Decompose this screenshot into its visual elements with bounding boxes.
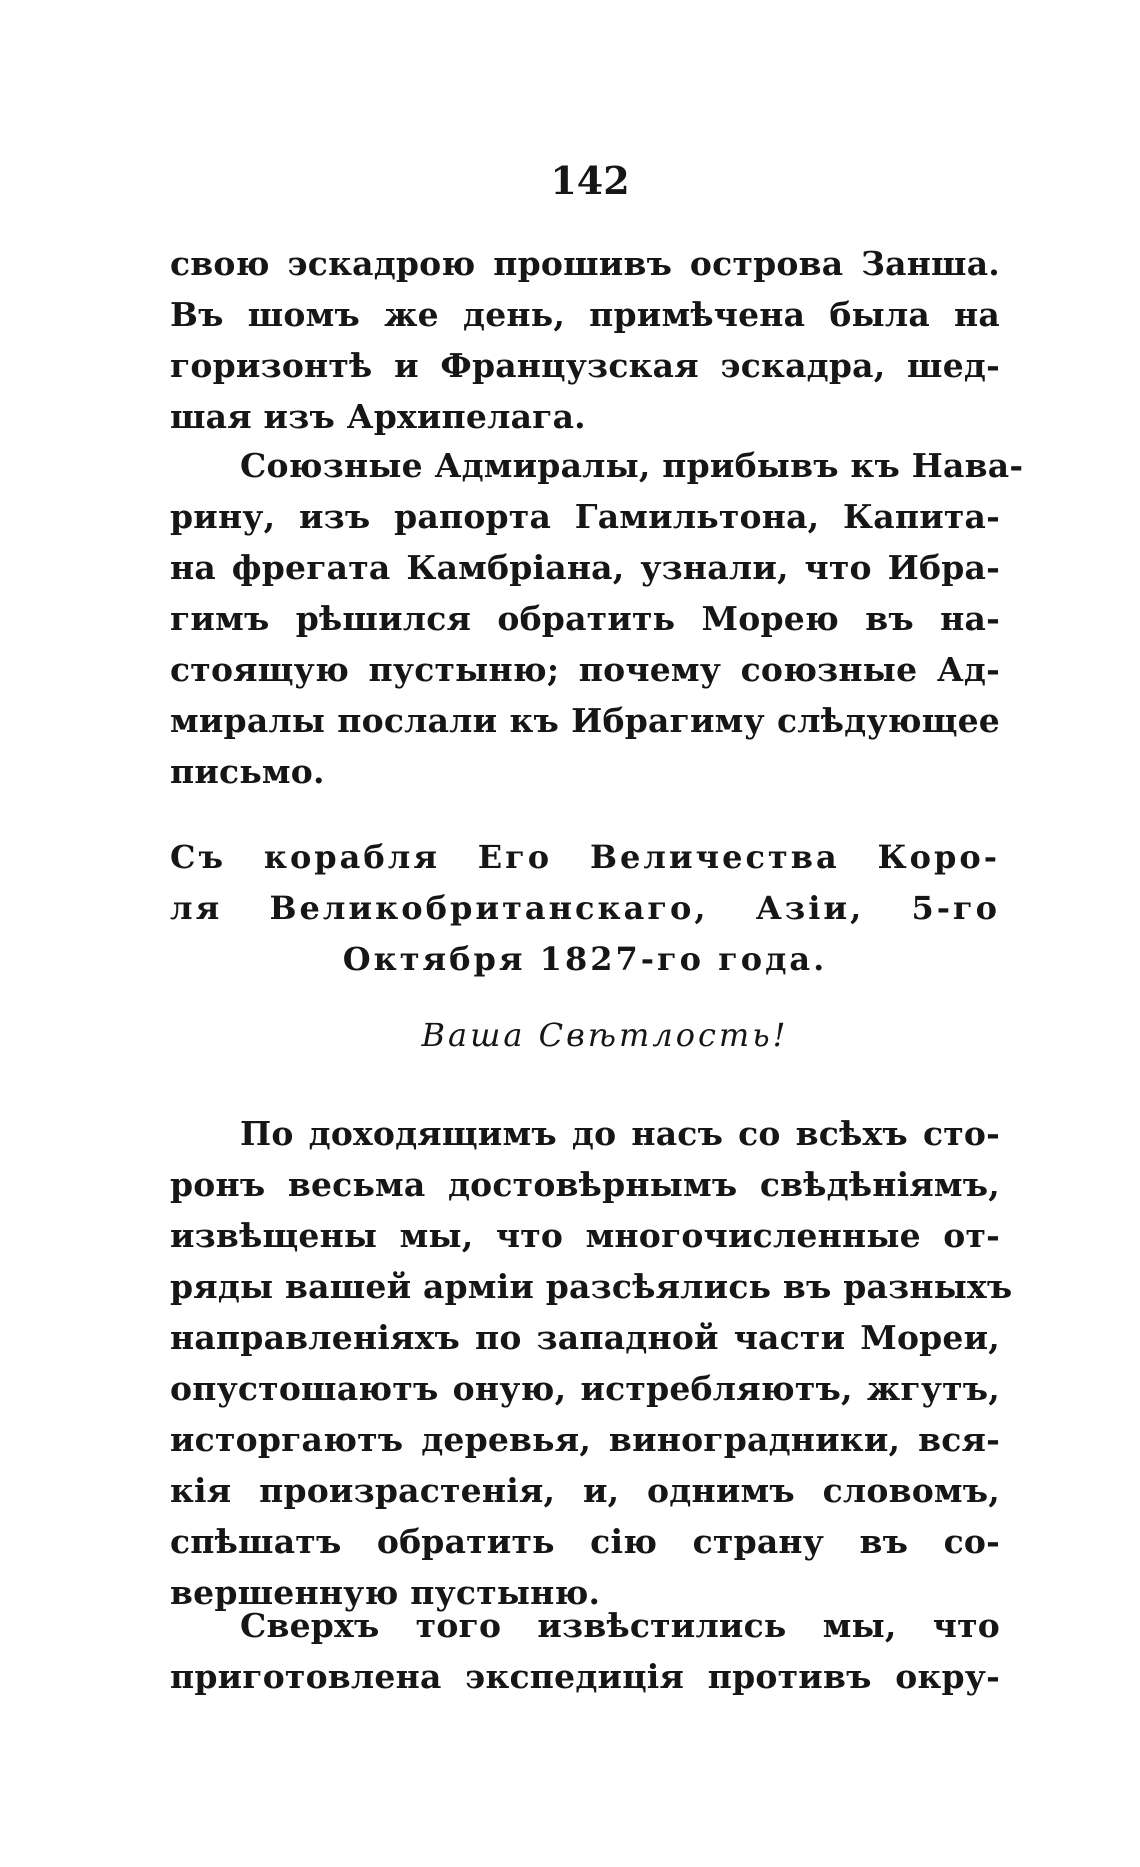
text-line: свою эскадрою прошивъ острова Занша. [170, 244, 1000, 283]
text-line: Союзные Адмиралы, прибывъ къ Нава- [240, 446, 1024, 485]
text-line: вершенную пустыню. [170, 1573, 601, 1612]
text-line: на фрегата Камбріана, узнали, что Ибра- [170, 548, 1000, 587]
text-line: горизонтѣ и Французская эскадра, шед- [170, 346, 1000, 385]
text-line: Октября 1827-го года. [342, 940, 828, 978]
paragraph [170, 440, 1024, 797]
text-line: исторгаютъ деревья, виноградники, вся- [170, 1420, 1000, 1459]
text-line: Съ корабля Его Величества Коро- [170, 838, 1000, 876]
text-line: спѣшатъ обратить сію страну въ со- [170, 1522, 1000, 1561]
paragraph [170, 1600, 1000, 1702]
text-line: кія произрастенія, и, однимъ словомъ, [170, 1471, 1000, 1510]
text-line: направленіяхъ по западной части Мореи, [170, 1318, 1000, 1357]
text-line: По доходящимъ до насъ со всѣхъ сто- [240, 1114, 1000, 1153]
page-number: 142 [550, 158, 630, 203]
text-line: Въ шомъ же день, примѣчена была на [170, 295, 1000, 334]
text-line: рину, изъ рапорта Гамильтона, Капита- [170, 497, 1000, 536]
paragraph [170, 238, 1000, 442]
text-line: ля Великобританскаго, Азіи, 5-го [170, 889, 1000, 927]
text-line: шая изъ Архипелага. [170, 397, 586, 436]
text-line: ряды вашей арміи разсѣялись въ разныхъ [170, 1267, 1013, 1306]
letter-heading [170, 832, 1000, 985]
text-line: миралы послали къ Ибрагиму слѣдующее [170, 701, 1000, 740]
salutation [170, 1010, 1000, 1061]
text-line: извѣщены мы, что многочисленные от- [170, 1216, 1000, 1255]
salutation-text: Ваша Свѣтлость! [421, 1016, 789, 1054]
text-line: Сверхъ того извѣстились мы, что [240, 1606, 1000, 1645]
text-line: ронъ весьма достовѣрнымъ свѣдѣніямъ, [170, 1165, 1000, 1204]
text-line: письмо. [170, 752, 325, 791]
text-line: приготовлена экспедиція противъ окру- [170, 1657, 1000, 1696]
paragraph [170, 1108, 1013, 1618]
text-line: гимъ рѣшился обратить Морею въ на- [170, 599, 1000, 638]
text-line: стоящую пустыню; почему союзные Ад- [170, 650, 1000, 689]
text-line: опустошаютъ оную, истребляютъ, жгутъ, [170, 1369, 1000, 1408]
